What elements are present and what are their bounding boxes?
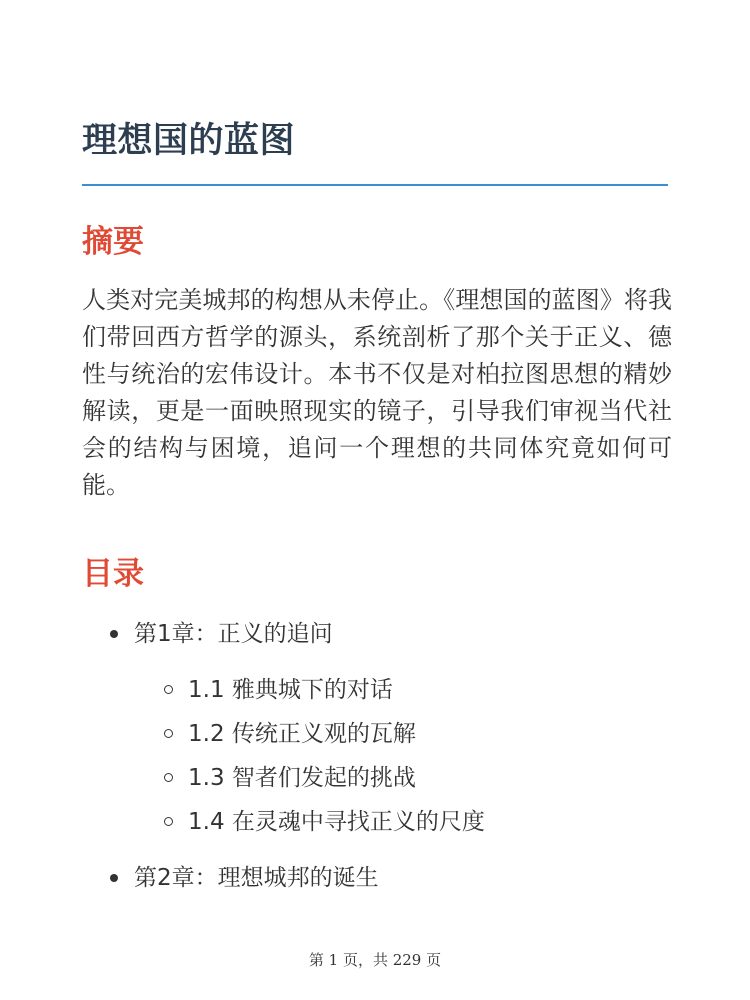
- circle-bullet-icon: [164, 817, 173, 826]
- page-number-footer: 第 1 页，共 229 页: [308, 951, 442, 969]
- abstract-text: 人类对完美城邦的构想从未停止。《理想国的蓝图》将我们带回西方哲学的源头，系统剖析了那个关于正义、德性与统治的宏伟设计。本书不仅是对柏拉图思想的精妙解读，更是一面映照现实的镜子，引导我们审视当代社会的结构与困境，追问一个理想的共同体究竟如何可能。: [82, 286, 672, 499]
- toc-section-label: 1.2 传统正义观的瓦解: [188, 721, 416, 747]
- title-divider: [82, 184, 668, 186]
- toc-section-label: 1.3 智者们发起的挑战: [188, 765, 416, 791]
- toc-heading: 目录: [82, 556, 144, 592]
- bullet-icon: [110, 874, 118, 882]
- abstract-heading: 摘要: [82, 224, 144, 260]
- bullet-icon: [110, 630, 118, 638]
- toc-section-1-1[interactable]: [134, 668, 682, 712]
- circle-bullet-icon: [164, 685, 173, 694]
- circle-bullet-icon: [164, 773, 173, 782]
- toc-chapter-1[interactable]: [82, 612, 682, 844]
- toc-section-label: 1.4 在灵魂中寻找正义的尺度: [188, 809, 485, 835]
- toc-section-1-4[interactable]: [134, 800, 682, 844]
- circle-bullet-icon: [164, 729, 173, 738]
- toc-chapter-label: 第2章：理想城邦的诞生: [134, 865, 379, 891]
- toc-section-label: 1.1 雅典城下的对话: [188, 677, 393, 703]
- table-of-contents: [82, 612, 682, 900]
- toc-chapter-label: 第1章：正义的追问: [134, 621, 333, 647]
- page-title: 理想国的蓝图: [82, 121, 296, 161]
- toc-chapter-2[interactable]: [82, 856, 682, 900]
- toc-section-1-2[interactable]: [134, 712, 682, 756]
- toc-section-1-3[interactable]: [134, 756, 682, 800]
- toc-chapter-1-sections: [134, 668, 682, 844]
